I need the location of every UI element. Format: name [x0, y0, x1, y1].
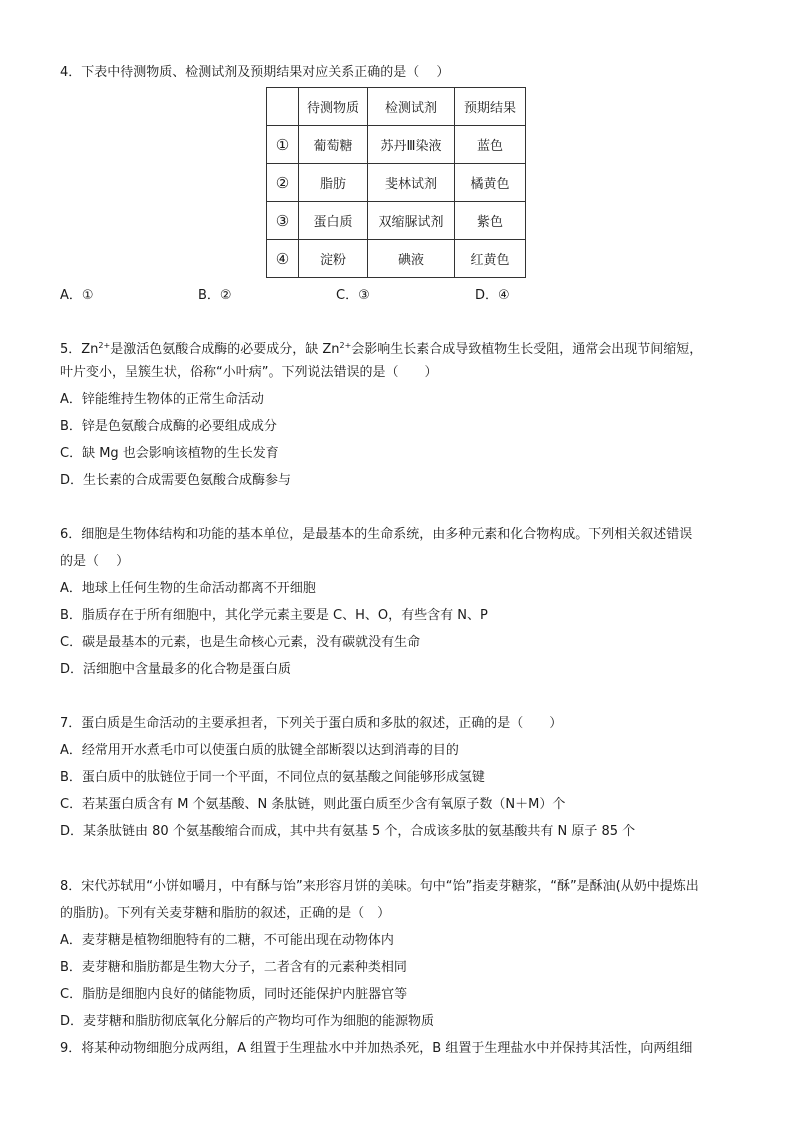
- question-7-option-a: A．经常用开水煮毛巾可以使蛋白质的肽键全部断裂以达到消毒的目的: [60, 743, 459, 758]
- question-7-option-b: B．蛋白质中的肽链位于同一个平面，不同位点的氨基酸之间能够形成氢键: [60, 770, 485, 785]
- question-8-option-a: A．麦芽糖是植物细胞特有的二糖，不可能出现在动物体内: [60, 933, 394, 948]
- question-8-option-b: B．麦芽糖和脂肪都是生物大分子，二者含有的元素种类相同: [60, 960, 407, 975]
- table-cell: ①: [267, 126, 299, 164]
- table-cell: 脂肪: [299, 164, 368, 202]
- question-4-option-b: B．②: [198, 288, 232, 303]
- reagent-table: [266, 87, 526, 278]
- table-row: [267, 240, 526, 278]
- table-cell: 斐林试剂: [368, 164, 455, 202]
- question-5-stem-part: 会影响生长素合成导致植物生长受阻，通常会出现节间缩短，: [351, 342, 703, 357]
- table-cell: ③: [267, 202, 299, 240]
- question-6-option-c: C．碳是最基本的元素，也是生命核心元素，没有碳就没有生命: [60, 635, 421, 650]
- question-5-stem-part: 是激活色氨酸合成酶的必要成分，缺 Zn: [110, 342, 340, 357]
- question-6-option-a: A．地球上任何生物的生命活动都离不开细胞: [60, 581, 316, 596]
- table-cell: 双缩脲试剂: [368, 202, 455, 240]
- table-row: [267, 126, 526, 164]
- question-8-stem-line-2: 的脂肪)。下列有关麦芽糖和脂肪的叙述，正确的是（ ）: [60, 906, 391, 921]
- table-cell: 蛋白质: [299, 202, 368, 240]
- question-8-option-c: C．脂肪是细胞内良好的储能物质，同时还能保护内脏器官等: [60, 987, 408, 1002]
- table-cell: 碘液: [368, 240, 455, 278]
- table-cell: 紫色: [455, 202, 526, 240]
- table-cell: 蓝色: [455, 126, 526, 164]
- superscript: 2+: [98, 341, 111, 350]
- question-8-option-d: D．麦芽糖和脂肪彻底氧化分解后的产物均可作为细胞的能源物质: [60, 1014, 435, 1029]
- table-cell: ④: [267, 240, 299, 278]
- table-cell: 葡萄糖: [299, 126, 368, 164]
- question-5-option-b: B．锌是色氨酸合成酶的必要组成成分: [60, 419, 277, 434]
- question-5-option-c: C．缺 Mg 也会影响该植物的生长发育: [60, 446, 279, 461]
- question-7-stem: 7．蛋白质是生命活动的主要承担者，下列关于蛋白质和多肽的叙述，正确的是（ ）: [60, 716, 563, 731]
- table-header-cell: 检测试剂: [368, 88, 455, 126]
- table-cell: 苏丹Ⅲ染液: [368, 126, 455, 164]
- question-6-option-d: D．活细胞中含量最多的化合物是蛋白质: [60, 662, 292, 677]
- question-4-option-c: C．③: [336, 288, 370, 303]
- table-row: [267, 202, 526, 240]
- table-header-cell: 待测物质: [299, 88, 368, 126]
- question-5-stem-line-1: [60, 337, 702, 359]
- question-7-option-d: D．某条肽链由 80 个氨基酸缩合而成，其中共有氨基 5 个，合成该多肽的氨基酸共有 N 原子 85 个: [60, 824, 636, 839]
- question-4-option-a: A．①: [60, 288, 94, 303]
- question-6-stem-line-1: 6．细胞是生物体结构和功能的基本单位，是最基本的生命系统，由多种元素和化合物构成。下列相关叙述错误: [60, 527, 693, 542]
- question-5-option-d: D．生长素的合成需要色氨酸合成酶参与: [60, 473, 292, 488]
- superscript: 2+: [339, 341, 352, 350]
- question-6-option-b: B．脂质存在于所有细胞中，其化学元素主要是 C、H、O，有些含有 N、P: [60, 608, 488, 623]
- question-4-option-d: D．④: [475, 288, 510, 303]
- question-7-option-c: C．若某蛋白质含有 M 个氨基酸、N 条肽链，则此蛋白质至少含有氧原子数（N＋M）个: [60, 797, 566, 812]
- question-9-stem-line-1: 9．将某种动物细胞分成两组，A 组置于生理盐水中并加热杀死，B 组置于生理盐水中并保持其活性，向两组细: [60, 1041, 693, 1056]
- table-header-cell: [267, 88, 299, 126]
- question-6-stem-line-2: 的是（ ）: [60, 554, 130, 569]
- table-cell: 红黄色: [455, 240, 526, 278]
- table-cell: 橘黄色: [455, 164, 526, 202]
- question-5-stem-part: 5．Zn: [60, 342, 99, 357]
- question-5-option-a: A．锌能维持生物体的正常生命活动: [60, 392, 264, 407]
- table-header-row: [267, 88, 526, 126]
- table-header-cell: 预期结果: [455, 88, 526, 126]
- table-cell: 淀粉: [299, 240, 368, 278]
- question-5-stem-line-2: 叶片变小，呈簇生状，俗称“小叶病”。下列说法错误的是（ ）: [60, 365, 438, 380]
- table-row: [267, 164, 526, 202]
- question-8-stem-line-1: 8．宋代苏轼用“小饼如嚼月，中有酥与饴”来形容月饼的美味。句中“饴”指麦芽糖浆，“酥”是酥油(从奶中提炼出: [60, 879, 699, 894]
- table-cell: ②: [267, 164, 299, 202]
- question-4-stem: 4．下表中待测物质、检测试剂及预期结果对应关系正确的是（ ）: [60, 65, 450, 80]
